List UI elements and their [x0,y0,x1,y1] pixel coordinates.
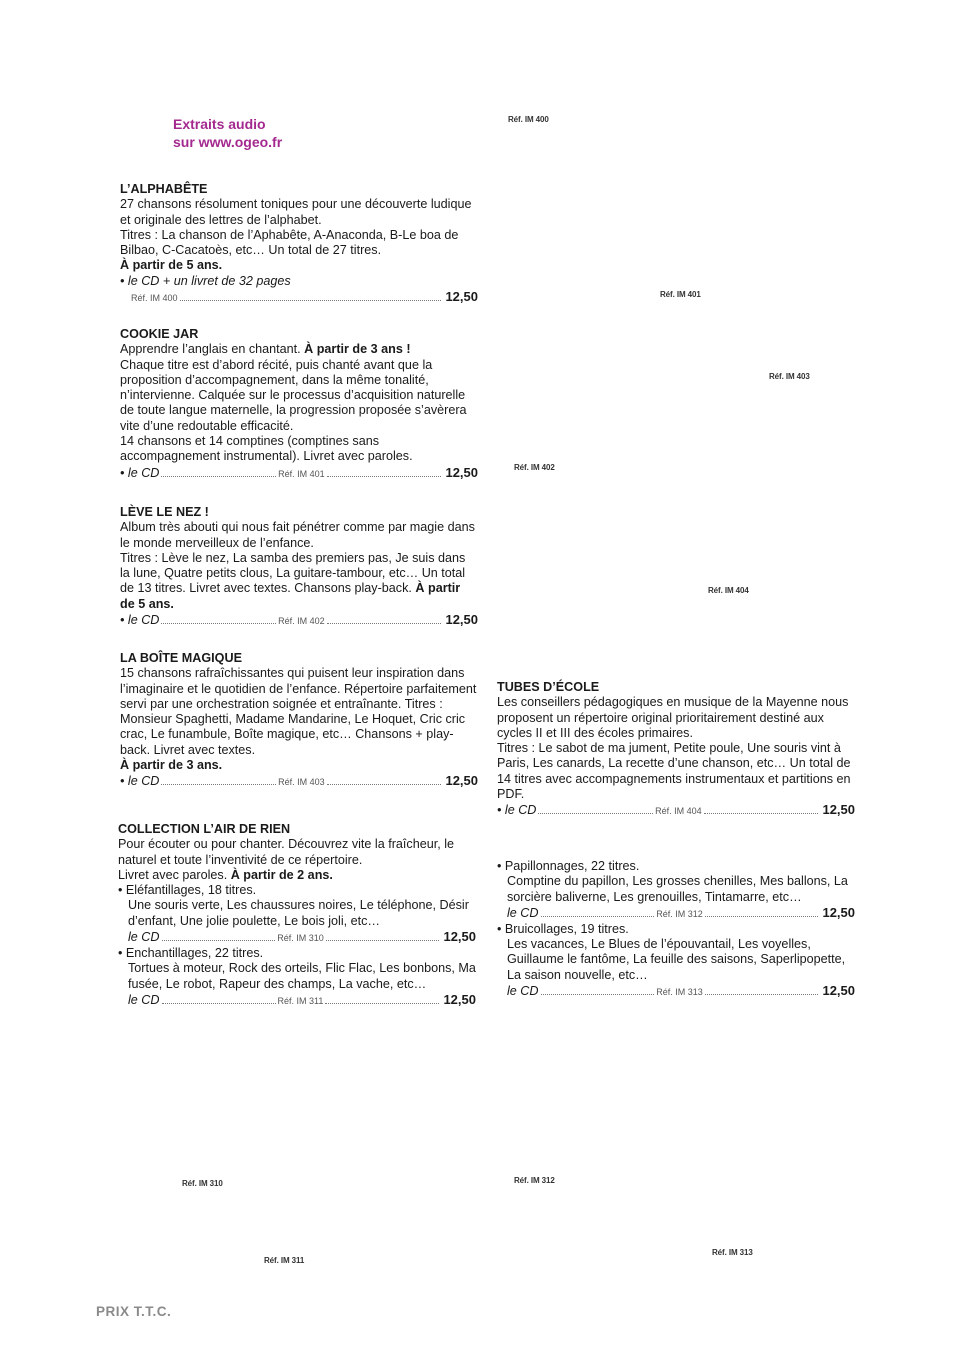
dot-leader [161,476,276,477]
dot-leader [327,623,442,624]
product-format: le CD [507,984,539,999]
tracklist-text: Titres : Lève le nez, La samba des premiers pas, Je suis dans la lune, Quatre petits clous, La guitare-tambour, etc… Un total de 13 titres. Livret avec textes. Chansons play-back. [120,550,466,596]
cover-ref-im311: Réf. IM 311 [264,1256,305,1265]
dot-leader [541,916,655,917]
product-price: 12,50 [822,802,856,818]
price-row [497,983,855,1000]
product-format: • le CD [120,465,160,480]
cover-ref-im313: Réf. IM 313 [712,1248,753,1257]
product-description: Les conseillers pédagogiques en musique de la Mayenne nous proposent un répertoire original prioritairement destiné aux cycles II et III des écoles primaires. [497,695,849,740]
cover-ref-im310: Réf. IM 310 [182,1179,223,1188]
product-description: Chaque titre est d’abord récité, puis chanté avant que la proposition d’accompagnement, dans la même tonalité, n’intervienne. Calquée sur le processus d’acquisition naturelle de toute langue maternelle, la progression proposée s’avèrera vite d’une redoutable efficacité. [120,357,467,433]
volume-title: • Bruicollages, 19 titres. [497,921,629,936]
age-recommendation: À partir de 3 ans. [120,758,223,773]
product-title: TUBES D’ÉCOLE [497,680,600,694]
cover-ref-im401: Réf. IM 401 [660,290,701,299]
product-ref: Réf. IM 400 [131,293,178,304]
product-leve-le-nez [120,505,478,629]
product-title: COOKIE JAR [120,327,199,341]
product-ref: Réf. IM 402 [278,616,325,627]
product-alphabete [120,182,478,306]
dot-leader [161,623,276,624]
cover-ref-im400: Réf. IM 400 [508,115,549,124]
product-ref: Réf. IM 310 [277,933,324,944]
age-recommendation: À partir de 5 ans. [120,258,223,273]
product-description: 27 chansons résolument toniques pour une découverte ludique et originale des lettres de l’alphabet. [120,197,472,227]
product-title: COLLECTION L’AIR DE RIEN [118,822,291,836]
product-description: 15 chansons rafraîchissantes qui puisent leur inspiration dans l’imaginaire et le quotidien de l’enfance. Répertoire parfaitement servi par une orchestration soignée et entraînante. Titres : Monsieur Spaghetti, Madame Mandarine, Le Hoquet, Cric cric crac, Le funambule, Boîte magique, etc… Chansons + play-back. Livret avec textes. [120,666,477,757]
dot-leader [161,784,276,785]
product-price: 12,50 [445,612,479,628]
dot-leader [327,784,442,785]
price-row [497,802,855,819]
product-price: 12,50 [445,289,478,305]
dot-leader [180,300,442,301]
volume-title: • Enchantillages, 22 titres. [118,946,264,961]
dot-leader [704,813,819,814]
volume-tracklist: Une souris verte, Les chaussures noires, Le téléphone, Désir d’enfant, Une jolie poulette, Le bois joli, etc… [128,898,469,928]
price-row [120,773,478,790]
audio-extracts-promo [173,115,282,151]
dot-leader [705,916,819,917]
price-row [120,612,478,629]
product-price: 12,50 [445,773,479,789]
promo-link[interactable]: sur www.ogeo.fr [173,134,283,150]
product-cookie-jar [120,327,478,482]
price-row [120,465,478,482]
cover-ref-im312: Réf. IM 312 [514,1176,555,1185]
dot-leader [538,813,653,814]
cover-ref-im402: Réf. IM 402 [514,463,555,472]
volume-tracklist: Tortues à moteur, Rock des orteils, Flic Flac, Les bonbons, Ma fusée, Le robot, Rapeur des champs, La vache, etc… [128,961,476,991]
cover-ref-im404: Réf. IM 404 [708,586,749,595]
product-ref: Réf. IM 403 [278,777,325,788]
product-tracklist: Titres : La chanson de l’Aphabête, A-Anaconda, B-Le boa de Bilbao, C-Cacatoès, etc… Un total de 27 titres. [120,227,459,258]
volume-tracklist: Les vacances, Le Blues de l’épouvantail, Les voyelles, Guillaume le fantôme, La feuille des saisons, Saperlipopette, La saison nouvelle, etc… [507,937,846,982]
price-row [120,289,478,306]
dot-leader [325,1003,439,1004]
product-air-de-rien-continued [497,859,855,1000]
dot-leader [162,1003,276,1004]
product-format: • le CD [120,774,160,789]
product-description: Pour écouter ou pour chanter. Découvrez vite la fraîcheur, le naturel et toute l’inventivité de ce répertoire. [118,837,455,867]
product-title: LÈVE LE NEZ ! [120,505,209,519]
product-air-de-rien [118,822,476,1009]
product-intro [120,342,478,357]
product-format: le CD [128,930,160,945]
prices-incl-tax-note: PRIX T.T.C. [96,1304,172,1319]
product-tracklist [120,551,478,612]
product-tubes-ecole [497,680,855,819]
product-description: Album très abouti qui nous fait pénétrer comme par magie dans le monde merveilleux de l’enfance. [120,520,475,550]
product-format: • le CD + un livret de 32 pages [120,273,291,288]
product-title: L’ALPHABÊTE [120,182,208,196]
volume-tracklist: Comptine du papillon, Les grosses chenilles, Mes ballons, La sorcière baliverne, Les grenouilles, Tintamarre, etc… [507,874,848,904]
cover-ref-im403: Réf. IM 403 [769,372,810,381]
age-recommendation: À partir de 5 ans. [120,581,461,611]
promo-line-1: Extraits audio [173,116,266,132]
age-recommendation: À partir de 3 ans ! [304,342,411,357]
product-boite-magique [120,651,478,790]
price-row [497,905,855,922]
product-booklet [118,868,476,883]
product-tracklist: Titres : Le sabot de ma jument, Petite poule, Une souris vint à Paris, Les canards, La recette d’une chanson, etc… Un total de 14 titres avec accompagnements instrumentaux et partitions en PDF. [497,741,851,802]
product-title: LA BOÎTE MAGIQUE [120,651,242,665]
dot-leader [162,940,276,941]
volume-title: • Papillonnages, 22 titres. [497,859,640,873]
dot-leader [541,994,655,995]
product-ref: Réf. IM 312 [656,908,703,919]
product-price: 12,50 [443,991,476,1007]
booklet-text: Livret avec paroles. [118,867,228,882]
product-price: 12,50 [822,983,856,999]
product-ref: Réf. IM 404 [655,806,702,817]
product-price: 12,50 [443,929,477,945]
dot-leader [326,940,440,941]
product-contents: 14 chansons et 14 comptines (comptines sans accompagnement instrumental). Livret avec paroles. [120,434,413,464]
product-format: • le CD [120,613,160,628]
volume-title: • Eléfantillages, 18 titres. [118,883,257,898]
product-format: • le CD [497,803,537,818]
product-ref: Réf. IM 311 [277,995,324,1006]
product-format: le CD [507,905,539,920]
product-ref: Réf. IM 401 [278,468,325,479]
price-row [118,929,476,946]
product-format: le CD [128,992,160,1007]
dot-leader [705,994,819,995]
product-price: 12,50 [822,904,856,920]
price-row [118,992,476,1009]
product-ref: Réf. IM 313 [656,987,703,998]
intro-text: Apprendre l’anglais en chantant. [120,342,301,357]
age-recommendation: À partir de 2 ans. [230,867,333,882]
product-price: 12,50 [445,464,479,480]
dot-leader [327,476,442,477]
